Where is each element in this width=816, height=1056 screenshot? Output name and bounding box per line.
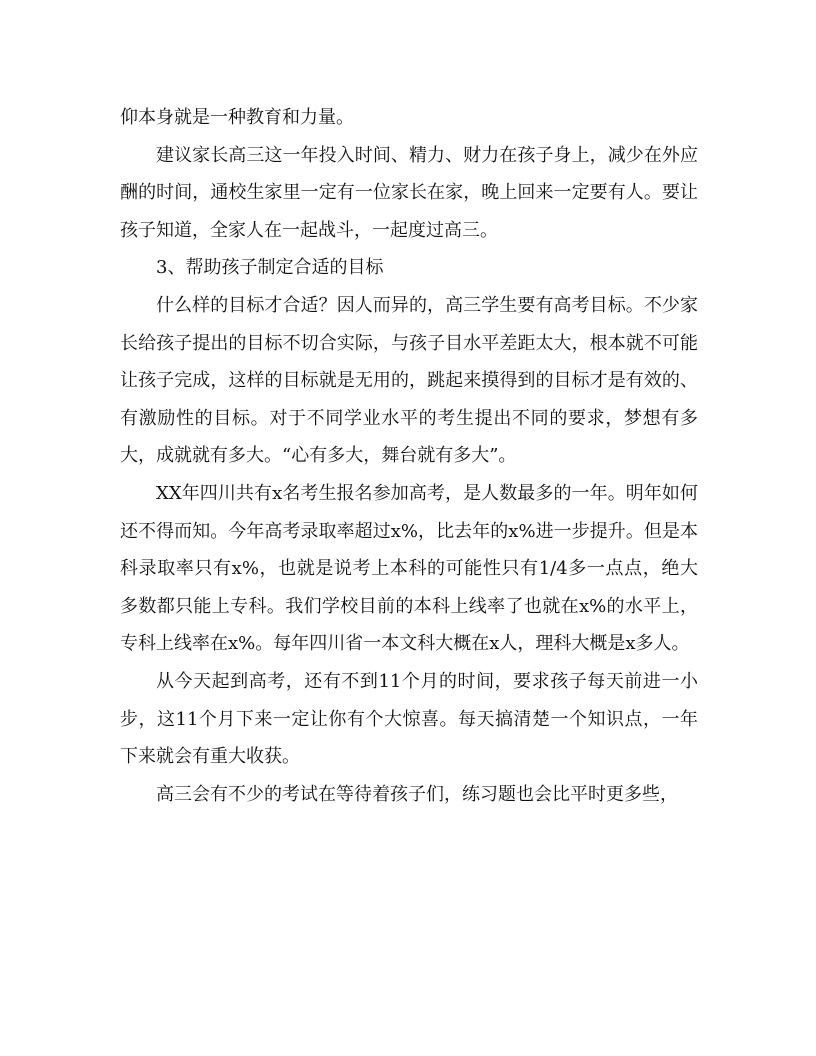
section-heading-goals: 3、帮助孩子制定合适的目标	[156, 257, 384, 279]
paragraph-suitable-goals: 什么样的目标才合适？因人而异的，高三学生要有高考目标。不少家长给孩子提出的目标不切合实际，与孩子目水平差距太大，根本就不可能让孩子完成，这样的目标就是无用的，跳起来摸得到的目标才是有效的、有激励性的目标。对于不同学业水平的考生提出不同的要求，梦想有多大，成就就有多大。“心有多大，舞台就有多大”。	[120, 294, 698, 467]
paragraph-parent-advice: 建议家长高三这一年投入时间、精力、财力在孩子身上，减少在外应酬的时间，通校生家里一定有一位家长在家，晚上回来一定要有人。要让孩子知道，全家人在一起战斗，一起度过高三。	[120, 144, 698, 241]
paragraph-exams-practice: 高三会有不少的考试在等待着孩子们，练习题也会比平时更多些，	[156, 783, 678, 805]
paragraph-daily-progress: 从今天起到高考，还有不到11个月的时间，要求孩子每天前进一小步，这11个月下来一定让你有个大惊喜。每天搞清楚一个知识点，一年下来就会有重大收获。	[120, 670, 698, 768]
document-body	[120, 99, 698, 813]
paragraph-exam-statistics: XX年四川共有x名考生报名参加高考，是人数最多的一年。明年如何还不得而知。今年高考录取率超过x%，比去年的x%进一步提升。但是本科录取率只有x%，也就是说考上本科的可能性只有1/4多一点点，绝大多数都只能上专科。我们学校目前的本科上线率了也就在x%的水平上，专科上线率在x%。每年四川省一本文科大概在x人，理科大概是x多人。	[120, 482, 698, 655]
paragraph-continuation: 仰本身就是一种教育和力量。	[120, 107, 354, 128]
